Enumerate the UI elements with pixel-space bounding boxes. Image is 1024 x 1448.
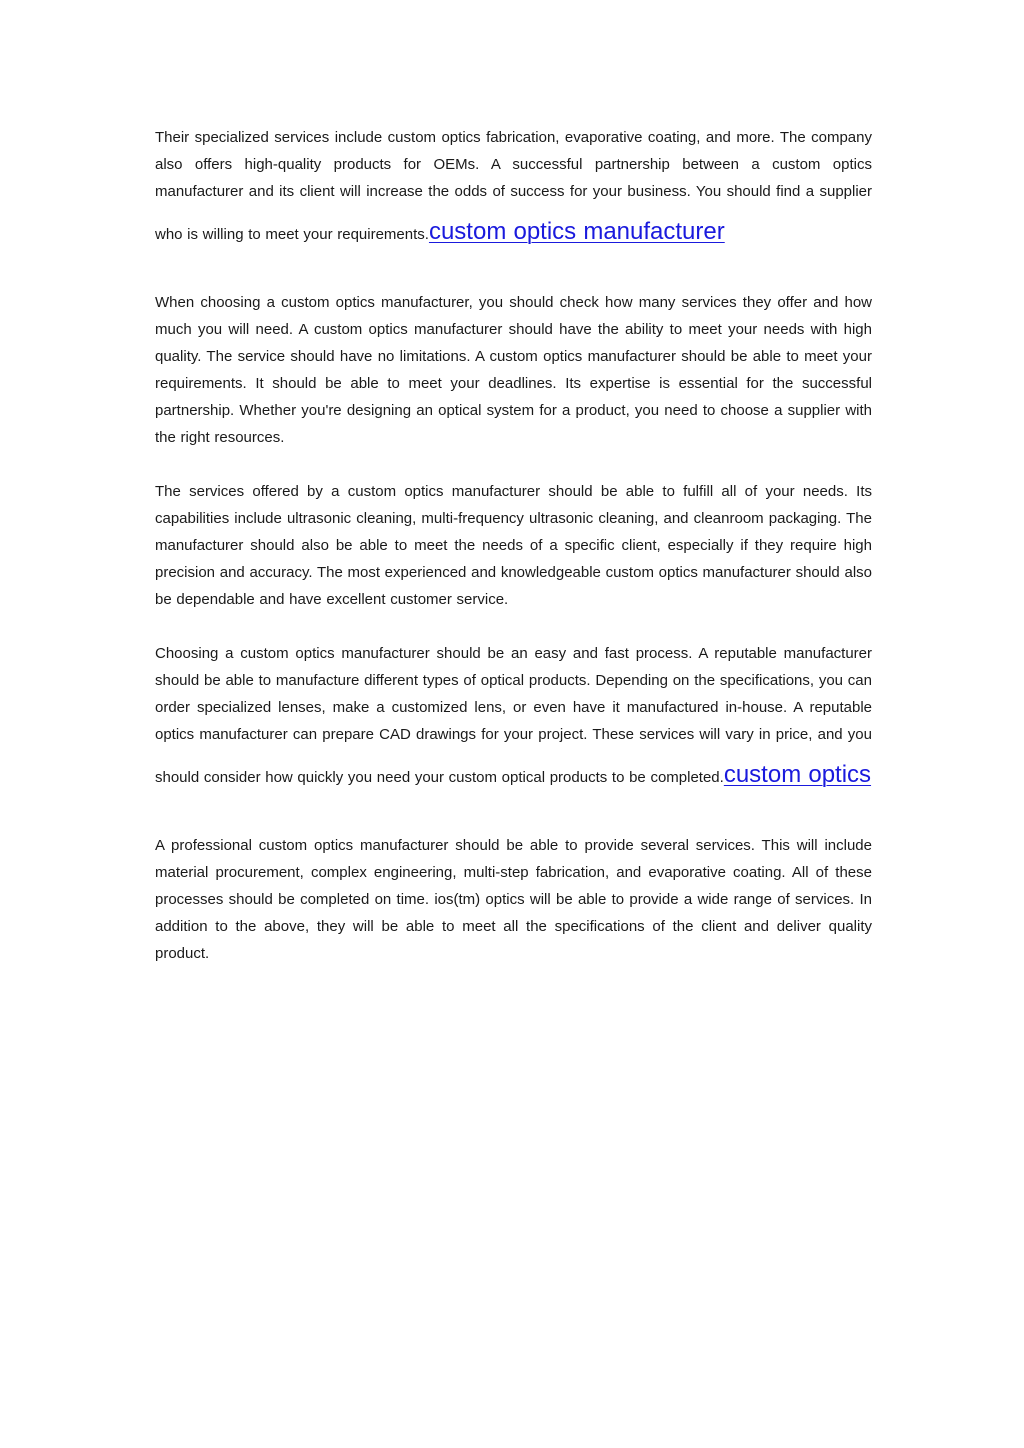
paragraph-2: When choosing a custom optics manufacturer, you should check how many services they offer and how much you will need. A custom optics manufacturer should have the ability to meet your needs with high quality. The service should have no limitations. A custom optics manufacturer should be able to meet your requirements. It should be able to meet your deadlines. Its expertise is essential for the successful partnership. Whether you're designing an optical system for a product, you need to choose a supplier with the right resources. bbox=[155, 294, 872, 446]
paragraph-1 bbox=[155, 124, 872, 262]
link-wrapper-4 bbox=[724, 748, 871, 805]
paragraph-4 bbox=[155, 640, 872, 805]
custom-optics-manufacturer-link[interactable]: custom optics manufacturer bbox=[428, 218, 725, 245]
paragraph-3: The services offered by a custom optics manufacturer should be able to fulfill all of your needs. Its capabilities include ultrasonic cleaning, multi-frequency ultrasonic cleaning, and cleanroom packaging. The manufacturer should also be able to meet the needs of a specific client, especially if they require high precision and accuracy. The most experienced and knowledgeable custom optics manufacturer should also be dependable and have excellent customer service. bbox=[155, 483, 872, 608]
link-wrapper-1 bbox=[429, 205, 725, 262]
paragraph-4-text: Choosing a custom optics manufacturer should be an easy and fast process. A reputable manufacturer should be able to manufacture different types of optical products. Depending on the specifications, you can order specialized lenses, make a customized lens, or even have it manufactured in-house. A reputable optics manufacturer can prepare CAD drawings for your project. These services will vary in price, and you should consider how quickly you need your custom optical products to be completed. bbox=[155, 645, 872, 786]
custom-optics-link[interactable]: custom optics bbox=[723, 761, 872, 788]
document-body bbox=[155, 124, 872, 967]
paragraph-5: A professional custom optics manufacturer should be able to provide several services. This will include material procurement, complex engineering, multi-step fabrication, and evaporative coating. All of these processes should be completed on time. ios(tm) optics will be able to provide a wide range of services. In addition to the above, they will be able to meet all the specifications of the client and deliver quality product. bbox=[155, 837, 872, 962]
paragraph-1-text: Their specialized services include custom optics fabrication, evaporative coating, and more. The company also offers high-quality products for OEMs. A successful partnership between a custom optics manufacturer and its client will increase the odds of success for your business. You should find a supplier who is willing to meet your requirements. bbox=[155, 129, 872, 243]
